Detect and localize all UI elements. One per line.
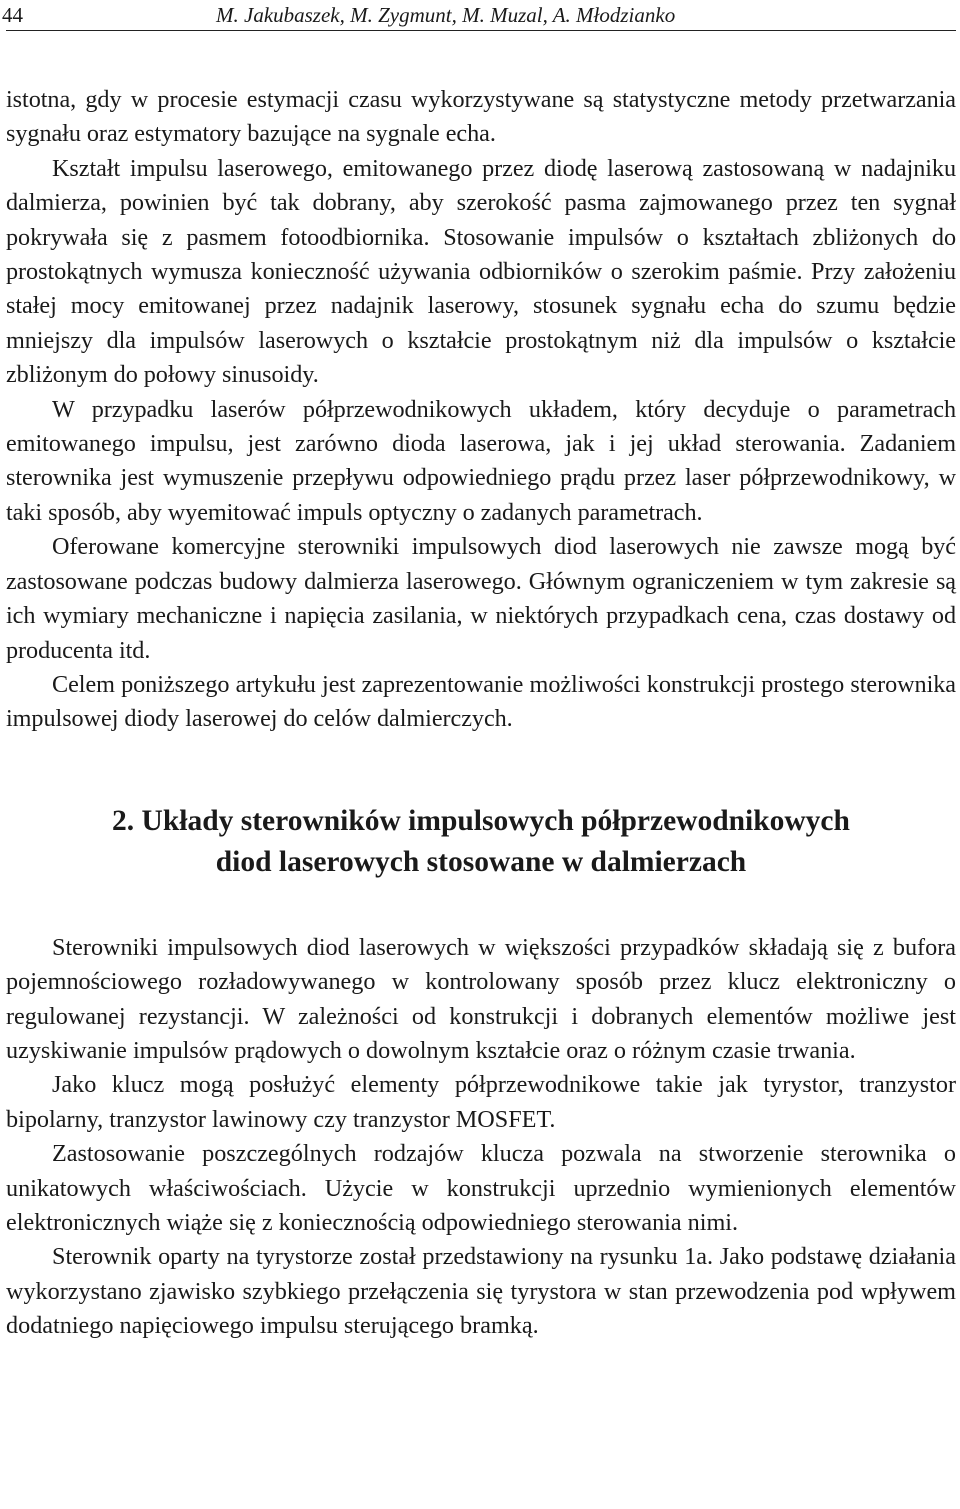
paragraph-article-goal: Celem poniższego artykułu jest zaprezentowanie możliwości konstrukcji prostego sterownika impulsowej diody laserowej do celów dalmierczych. (6, 670, 956, 733)
page-number: 44 (2, 3, 23, 27)
paragraph-switch-types: Zastosowanie poszczególnych rodzajów klucza pozwala na stworzenie sterownika o unikatowych właściwościach. Użycie w konstrukcji uprzednio wymienionych elementów elektronicznych wiąże się z koniecznością odpowiedniego sterowania nimi. (6, 1140, 956, 1236)
paragraph-driver-structure: Sterowniki impulsowych diod laserowych w większości przypadków składają się z bufora pojemnościowego rozładowywanego w kontrolowany sposób przez klucz elektroniczny o regulowanej rezystancji. W zależności od konstrukcji i dobranych elementów możliwe jest uzyskiwanie impulsów prądowych o dowolnym kształcie oraz o różnym czasie trwania. (6, 933, 956, 1064)
section-heading-line-2: diod laserowych stosowane w dalmierzach (215, 845, 747, 878)
intro-body (6, 83, 956, 737)
section-body (6, 931, 956, 1344)
paragraph-commercial-drivers: Oferowane komercyjne sterowniki impulsowych diod laserowych nie zawsze mogą być zastosowane podczas budowy dalmierza laserowego. Głównym ograniczeniem w tym zakresie są ich wymiary mechaniczne i napięcia zasilania, w niektórych przypadkach cena, czas dostawy od producenta itd. (6, 533, 956, 664)
paragraph-switch-elements: Jako klucz mogą posłużyć elementy półprzewodnikowe takie jak tyrystor, tranzystor bipolarny, tranzystor lawinowy czy tranzystor MOSFET. (6, 1071, 956, 1133)
running-header-authors: M. Jakubaszek, M. Zygmunt, M. Muzal, A. Młodzianko (216, 3, 676, 27)
paragraph-pulse-shape: Kształt impulsu laserowego, emitowanego przez diodę laserową zastosowaną w nadajniku dalmierza, powinien być tak dobrany, aby szerokość pasma zajmowanego przez ten sygnał pokrywała się z pasmem fotoodbiornika. Stosowanie impulsów o kształtach zbliżonych do prostokątnych wymusza konieczność używania odbiorników o szerokim paśmie. Przy założeniu stałej mocy emitowanej przez nadajnik laserowy, stosunek sygnału echa do szumu będzie mniejszy dla impulsów laserowych o kształcie prostokątnym niż dla impulsów o kształcie zbliżonym do połowy sinusoidy. (6, 154, 956, 389)
running-header (2, 0, 956, 31)
paragraph-thyristor-driver: Sterownik oparty na tyrystorze został przedstawiony na rysunku 1a. Jako podstawę działania wykorzystano zjawisko szybkiego przełączenia się tyrystora w stan przewodzenia pod wpływem dodatniego napięciowego impulsu sterującego bramką. (6, 1243, 956, 1340)
paragraph-semiconductor-lasers: W przypadku laserów półprzewodnikowych układem, który decyduje o parametrach emitowanego impulsu, jest zarówno dioda laserowa, jak i jej układ sterowania. Zadaniem sterownika jest wymuszenie przepływu odpowiedniego prądu przez laser półprzewodnikowy, w taki sposób, aby wyemitować impuls optyczny o zadanych parametrach. (6, 395, 956, 526)
section-heading (6, 801, 956, 883)
page (2, 0, 956, 1344)
section-heading-line-1: 2. Układy sterowników impulsowych półprzewodnikowych (112, 804, 850, 837)
paragraph-continuation: istotna, gdy w procesie estymacji czasu wykorzystywane są statystyczne metody przetwarzania sygnału oraz estymatory bazujące na sygnale echa. (6, 86, 956, 148)
